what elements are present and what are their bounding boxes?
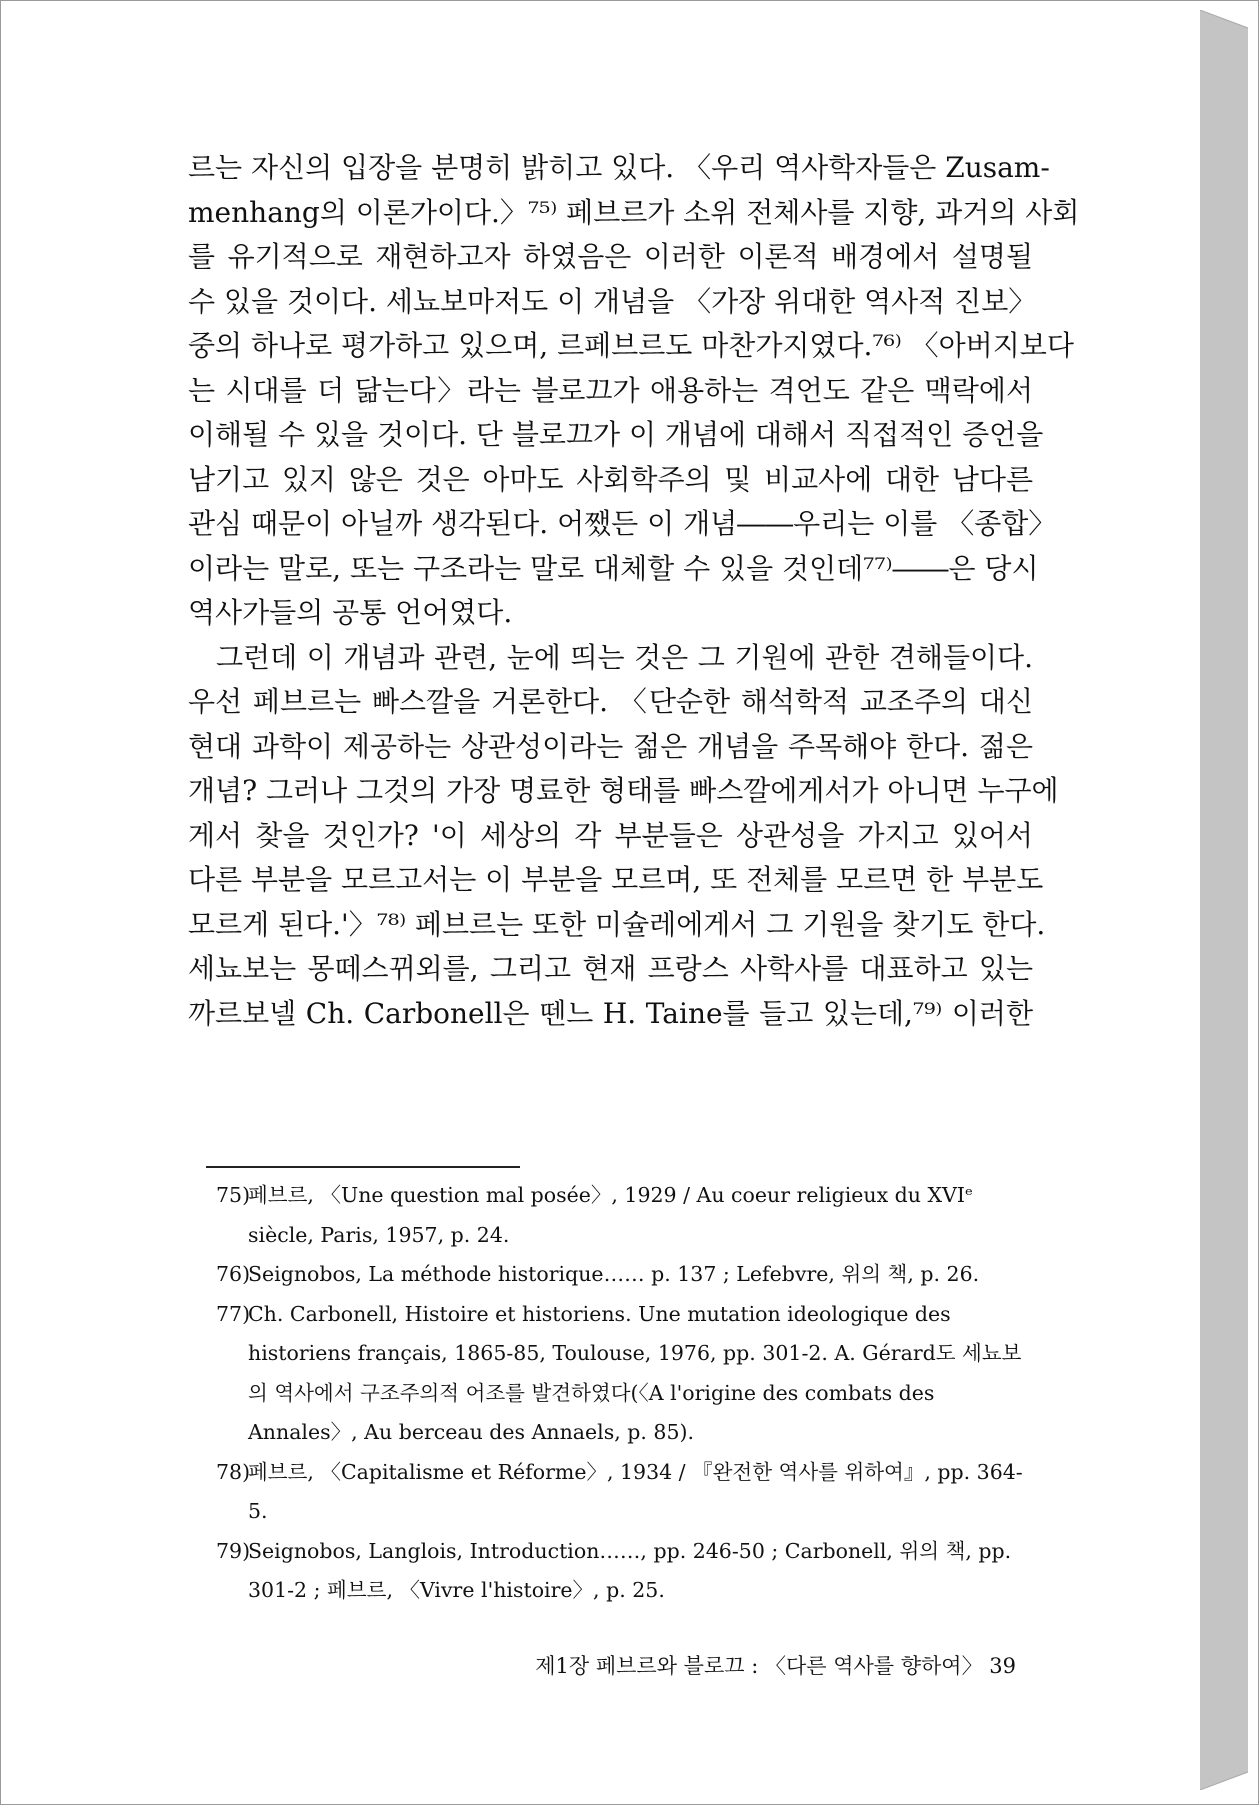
text-line: 이라는 말로, 또는 구조라는 말로 대체할 수 있을 것인데⁷⁷⁾――은 당시: [188, 551, 1039, 585]
text-line: 를 유기적으로 재현하고자 하였음은 이러한 이론적 배경에서 설명될: [188, 240, 1033, 273]
text-line: 다른 부분을 모르고서는 이 부분을 모르며, 또 전체를 모르면 한 부분도: [188, 863, 1044, 896]
text-line: 수 있을 것이다. 세뇨보마저도 이 개념을 〈가장 위대한 역사적 진보〉: [188, 284, 1037, 318]
text-line: 그런데 이 개념과 관련, 눈에 띄는 것은 그 기원에 관한 견해들이다.: [216, 640, 1033, 674]
footnote-text: Seignobos, La méthode historique…… p. 137 ; Lefebvre, 위의 책, p. 26.: [248, 1262, 980, 1286]
footnote-text: 페브르, 〈Une question mal posée〉, 1929 / Au coeur religieux du XVIᵉ siècle, Paris, 1957, p. 24.: [248, 1183, 973, 1247]
footnote-75: [216, 1176, 1036, 1255]
text-line: 이해될 수 있을 것이다. 단 블로끄가 이 개념에 대해서 직접적인 증언을: [188, 418, 1044, 451]
footnote-text: Seignobos, Langlois, Introduction……, pp. 246-50 ; Carbonell, 위의 책, pp. 301-2 ; 페브르, 〈Vivre l'histoire〉, p. 25.: [248, 1538, 1012, 1602]
text-line: 남기고 있지 않은 것은 아마도 사회학주의 및 비교사에 대한 남다른: [188, 462, 1033, 496]
text-line: 세뇨보는 몽떼스뀌외를, 그리고 현재 프랑스 사학사를 대표하고 있는: [188, 952, 1033, 985]
text-line: 중의 하나로 평가하고 있으며, 르페브르도 마찬가지였다.⁷⁶⁾ 〈아버지보다: [188, 329, 1074, 362]
footnotes: [216, 1176, 1036, 1611]
body-text: [188, 146, 1080, 1036]
text-line: 게서 찾을 것인가? '이 세상의 각 부분들은 상관성을 가지고 있어서: [188, 818, 1033, 852]
book-page-edge: [1200, 10, 1250, 1790]
footnote-number: 77): [216, 1301, 251, 1326]
text-line: 현대 과학이 제공하는 상관성이라는 젊은 개념을 주목해야 한다. 젊은: [188, 729, 1033, 763]
text-line: 우선 페브르는 빠스깔을 거론한다. 〈단순한 해석학적 교조주의 대신: [188, 685, 1033, 718]
footnote-separator: [206, 1166, 520, 1168]
text-line: 모르게 된다.'〉⁷⁸⁾ 페브르는 또한 미슐레에게서 그 기원을 찾기도 한다.: [188, 907, 1046, 941]
paragraph-1: [188, 146, 1080, 636]
footnote-text: Ch. Carbonell, Histoire et historiens. Une mutation ideologique des historiens français, 1865-85, Toulouse, 1976, pp. 301-2. A. Gérard도 세뇨보의 역사에서 구조주의적 어조를 발견하였다(〈A l'origine des combats des Annales〉, Au berceau des Annaels, p. 85).: [248, 1301, 1022, 1444]
footnote-79: [216, 1532, 1036, 1611]
paragraph-2: [188, 636, 1059, 1037]
text-line: 개념? 그러나 그것의 가장 명료한 형태를 빠스깔에게서가 아니면 누구에: [188, 774, 1059, 807]
footnote-76: [216, 1255, 1036, 1295]
text-line: 는 시대를 더 닮는다〉라는 블로끄가 애용하는 격언도 같은 맥락에서: [188, 373, 1033, 407]
footnote-number: 75): [216, 1183, 251, 1207]
footnote-text: 페브르, 〈Capitalisme et Réforme〉, 1934 / 『완전한 역사를 위하여』, pp. 364-5.: [248, 1459, 1023, 1523]
text-line: menhang의 이론가이다.〉⁷⁵⁾ 페브르가 소위 전체사를 지향, 과거의 사회: [188, 195, 1080, 229]
text-line: 역사가들의 공통 언어였다.: [188, 596, 513, 629]
running-footer: 제1장 페브르와 블로끄 : 〈다른 역사를 향하여〉 39: [535, 1654, 1016, 1678]
footnote-number: 76): [216, 1262, 251, 1286]
footnote-77: [216, 1295, 1036, 1453]
footnote-number: 79): [216, 1538, 251, 1563]
footnote-number: 78): [216, 1459, 251, 1484]
text-line: 관심 때문이 아닐까 생각된다. 어쨌든 이 개념――우리는 이를 〈종합〉: [188, 507, 1057, 540]
text-line: 까르보넬 Ch. Carbonell은 뗀느 H. Taine를 들고 있는데,⁷⁹⁾ 이러한: [188, 996, 1033, 1030]
footnote-78: [216, 1453, 1036, 1532]
text-line: 르는 자신의 입장을 분명히 밝히고 있다. 〈우리 역사학자들은 Zusam-: [188, 151, 1050, 184]
